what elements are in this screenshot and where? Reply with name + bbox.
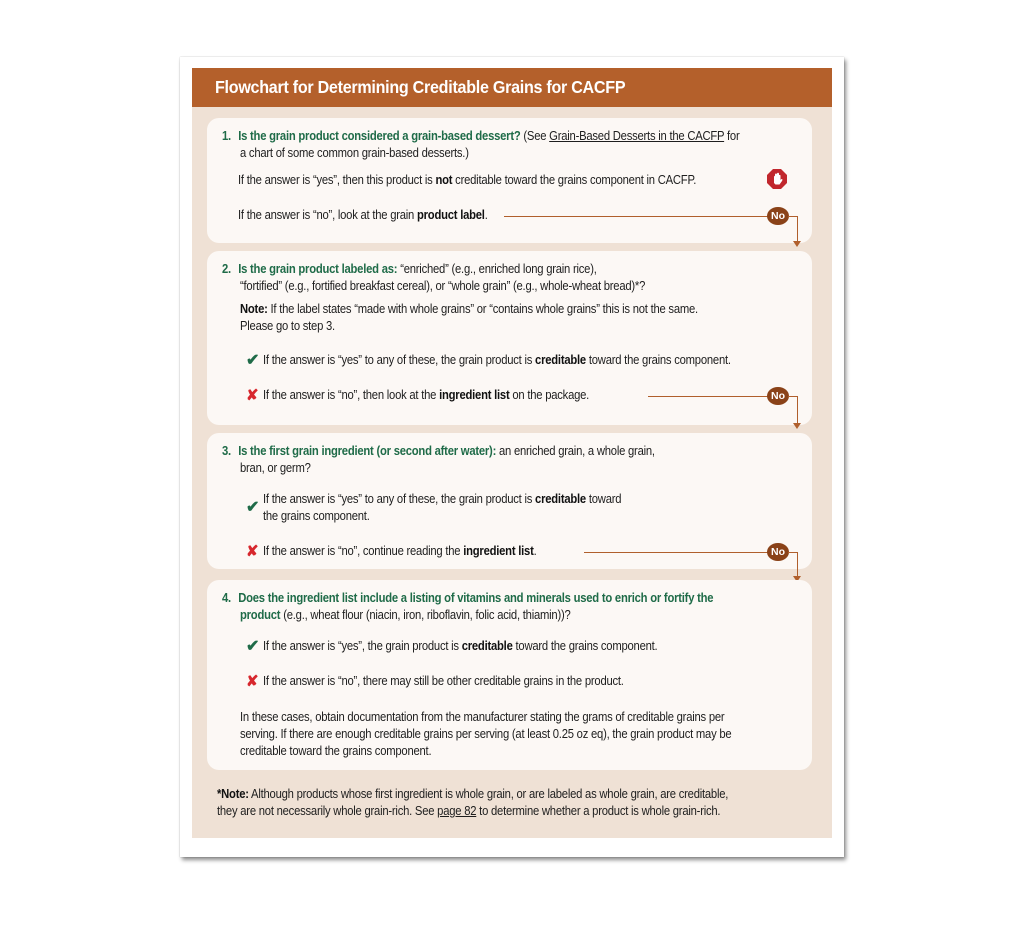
stop-hand-icon <box>767 169 787 189</box>
cross-icon: ✘ <box>246 387 259 404</box>
page-82-link[interactable]: page 82 <box>437 804 477 818</box>
document-frame <box>180 57 844 857</box>
step-4-documentation-paragraph-line3: creditable toward the grains component. <box>240 744 432 758</box>
step-2-connector-down <box>797 396 798 424</box>
step-2-note: Note: If the label states “made with whole grains” or “contains whole grains” this is not the same. <box>240 302 698 316</box>
check-icon: ✔ <box>246 352 260 369</box>
step-1-connector-down <box>797 216 798 242</box>
grain-based-desserts-link[interactable]: Grain-Based Desserts in the CACFP <box>549 129 725 143</box>
step-1-arrow-down-icon <box>793 241 801 247</box>
step-2-no-badge: No <box>767 387 789 405</box>
check-icon: ✔ <box>246 638 260 655</box>
step-3-no-badge: No <box>767 543 789 561</box>
step-4-documentation-paragraph-line1: In these cases, obtain documentation from the manufacturer stating the grams of creditable grains per <box>240 710 725 724</box>
step-4-no-answer: If the answer is “no”, there may still be other creditable grains in the product. <box>263 674 624 688</box>
flowchart-sheet <box>192 68 832 838</box>
step-1-question: 1. Is the grain product considered a grain-based dessert? (See Grain-Based Desserts in the CACFP for <box>222 129 740 143</box>
step-3-no-connector <box>584 552 769 553</box>
cross-icon: ✘ <box>246 673 259 690</box>
step-2-no-connector <box>648 396 769 397</box>
step-1-no-badge: No <box>767 207 789 225</box>
step-2-arrow-down-icon <box>793 423 801 429</box>
page-title: Flowchart for Determining Creditable Grains for CACFP <box>192 68 832 107</box>
step-2-yes-answer: If the answer is “yes” to any of these, the grain product is creditable toward the grains component. <box>263 353 731 367</box>
step-1-yes-answer: If the answer is “yes”, then this product is not creditable toward the grains component in CACFP. <box>238 173 697 187</box>
step-1-no-answer: If the answer is “no”, look at the grain product label. <box>238 208 488 222</box>
step-1-no-connector <box>504 216 769 217</box>
step-2-question-line2: “fortified” (e.g., fortified breakfast cereal), or “whole grain” (e.g., whole-wheat bread)*? <box>240 279 646 293</box>
step-4-question: 4. Does the ingredient list include a listing of vitamins and minerals used to enrich or fortify the <box>222 591 714 605</box>
cross-icon: ✘ <box>246 543 259 560</box>
step-4-question-line2: product (e.g., wheat flour (niacin, iron, riboflavin, folic acid, thiamin))? <box>240 608 571 622</box>
check-icon: ✔ <box>246 499 260 516</box>
step-2-no-answer: If the answer is “no”, then look at the ingredient list on the package. <box>263 388 590 402</box>
step-2-question: 2. Is the grain product labeled as: “enriched” (e.g., enriched long grain rice), <box>222 262 597 276</box>
footnote-line2: they are not necessarily whole grain-rich. See page 82 to determine whether a product is whole grain-rich. <box>217 804 721 818</box>
step-4-yes-answer: If the answer is “yes”, the grain product is creditable toward the grains component. <box>263 639 658 653</box>
step-3-yes-answer: If the answer is “yes” to any of these, the grain product is creditable toward <box>263 492 622 506</box>
step-3-no-answer: If the answer is “no”, continue reading the ingredient list. <box>263 544 537 558</box>
step-3-yes-answer-line2: the grains component. <box>263 509 370 523</box>
step-4-documentation-paragraph-line2: serving. If there are enough creditable grains per serving (at least 0.25 oz eq), the grain product may be <box>240 727 732 741</box>
step-3-question-line2: bran, or germ? <box>240 461 311 475</box>
footnote-line1: *Note: Although products whose first ingredient is whole grain, or are labeled as whole grain, are creditable, <box>217 787 729 801</box>
step-3-question: 3. Is the first grain ingredient (or second after water): an enriched grain, a whole grain, <box>222 444 655 458</box>
step-1-question-line2: a chart of some common grain-based desserts.) <box>240 146 469 160</box>
step-3-connector-down <box>797 552 798 578</box>
step-2-note-line2: Please go to step 3. <box>240 319 335 333</box>
